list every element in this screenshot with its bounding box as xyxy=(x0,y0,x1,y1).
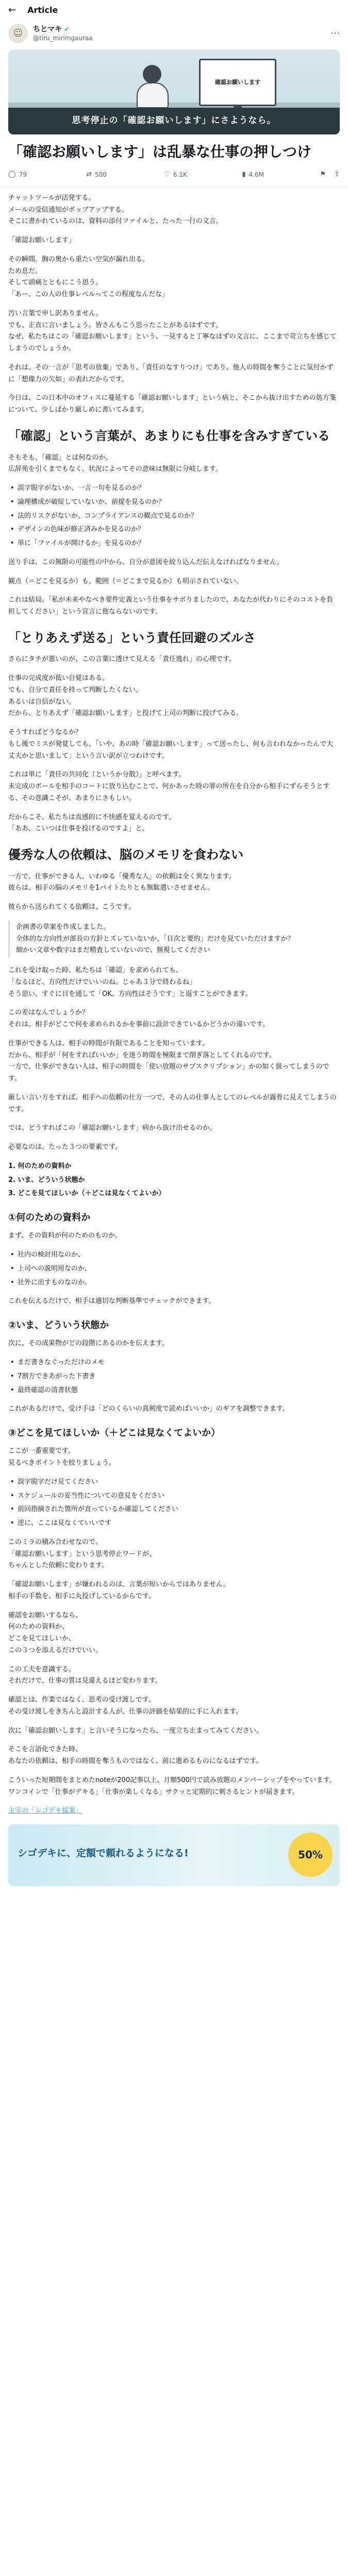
list-item: • 最終確認の清書状態 xyxy=(8,1385,340,1397)
top-bar xyxy=(0,0,348,21)
text-line: これは結局、「私が未来やなべき要件定義という仕事をサボりましたので、あなたが代わりにそのコストを負担してください」という宣言に他ならないのです。 xyxy=(8,596,334,616)
paragraph xyxy=(8,965,340,1000)
text-line: なぜ、私たちはこの「確認お願いします」という、一見すると丁寧なはずの文言に、ここまで苛立ちを感じてしまうのでしょうか。 xyxy=(8,333,337,353)
membership-promo xyxy=(8,1775,340,1886)
paragraph xyxy=(8,1007,340,1031)
text-line: それは、相手がどこで何を求められるかを事前に設計できているかどうかの違いです。 xyxy=(8,1021,269,1029)
hero-caption: 思考停止の「確認お願いします」にさようなら。 xyxy=(8,108,340,134)
paragraph xyxy=(8,1230,340,1242)
section-heading: ③どこを見てほしいか（＋どこは見なくてよいか） xyxy=(8,1428,221,1439)
text-line: だからこそ、私たちは直感的に不快感を覚えるのです。 xyxy=(8,813,175,821)
paragraph xyxy=(8,871,340,895)
bullet-list xyxy=(8,1357,340,1396)
text-line: まず、その資料が何のためのものか。 xyxy=(8,1232,122,1240)
text-line: さらにタチが悪いのが、この言葉に透けて見える「責任逃れ」の心理です。 xyxy=(8,655,236,664)
reply-icon: ◯ xyxy=(8,171,16,179)
quote-line: 企画書の草案を作成しました。 xyxy=(16,923,110,931)
list-item: • デザインの色味が修正済みかを見るのか？ xyxy=(8,524,340,536)
text-line: この差はなんでしょうか？ xyxy=(8,1009,89,1017)
text-line: 「確認お願いします」が嫌われるのは、言葉が短いからではありません。 xyxy=(8,1581,230,1589)
text-line: 次に「確認お願いします」と言いそうになったら、一度立ち止まってみてください。 xyxy=(8,1726,263,1735)
text-line: それは、その一言が「思考の放棄」であり、「責任のなすりつけ」であり、他人の時間を奪うことに気付かずに「想像力の欠如」の表れだからです。 xyxy=(8,363,334,383)
list-item: • スケジュールの妥当性についての意見をください xyxy=(8,1490,340,1502)
text-line: そうすればどうなるか？ xyxy=(8,728,82,737)
paragraph xyxy=(8,902,340,913)
text-line: そもそも、「確認」とは何なのか。 xyxy=(8,453,112,462)
share-stat[interactable] xyxy=(320,169,340,181)
repost-stat[interactable] xyxy=(86,169,164,181)
text-line: 必要なのは、たった３つの要素です。 xyxy=(8,1143,122,1151)
paragraph xyxy=(8,769,340,804)
paragraph xyxy=(8,235,340,247)
like-count: 6.1K xyxy=(173,171,187,179)
quote-line: 細かい文章や数字はまだ精査していないので、無視してください xyxy=(16,946,210,955)
promo-link-row xyxy=(8,1805,340,1817)
list-item: • 上司への説明用なのか、 xyxy=(8,1263,340,1275)
paragraph xyxy=(8,1092,340,1116)
text-line: これがあるだけで、受け手は「どのくらいの真剣度で読めばいいか」のギアを調整できます。 xyxy=(8,1405,289,1413)
list-item: 3. どこを見てほしいか（＋どこは見なくてよいか） xyxy=(8,1190,165,1198)
paragraph xyxy=(8,654,340,666)
paragraph xyxy=(8,1579,340,1603)
text-line: 次に、その成果物がどの段階にあるのかを伝えます。 xyxy=(8,1340,169,1348)
paragraph xyxy=(8,595,340,618)
text-line: 「確認お願いします」という思考停止ワードが、 xyxy=(8,1550,156,1558)
paragraph xyxy=(8,557,340,569)
quote-block xyxy=(8,921,340,958)
text-line: でも、自分で責任を持って判断したくない。 xyxy=(8,686,143,694)
paragraph xyxy=(8,1123,340,1134)
text-line: 確認とは、作業ではなく、思考の受け渡しです。 xyxy=(8,1696,155,1704)
author-handle[interactable]: @tiru_mirimgauraa xyxy=(33,34,93,42)
text-line: では、どうすればこの「確認お願いします」病から抜け出せるのか。 xyxy=(8,1124,217,1132)
paragraph xyxy=(8,1296,340,1308)
paragraph xyxy=(8,576,340,588)
text-line: あなたの依頼は、相手の時間を奪うものではなく、前に進めるものになるはずです。 xyxy=(8,1757,263,1766)
paragraph xyxy=(8,812,340,836)
avatar[interactable]: ☺ xyxy=(8,24,28,43)
list-item: • 社内の検討用なのか、 xyxy=(8,1249,340,1261)
text-line: ちゃんとした依頼に変わります。 xyxy=(8,1562,108,1570)
promo-text: こういった短期間をまとめたnoteが200記事以上、月額500円で読み放題のメンバーシップをやっています。ワンコインで「仕事がデキる」「仕事が楽しくなる」サクッと定期的に刺さるヒントが届きます。 xyxy=(8,1776,336,1796)
text-line: 今日は、この日本中のオフィスに蔓延する「確認お願いします」という病と、そこから抜け出すための処方箋について、少しばかり厳しめに書いてみます。 xyxy=(8,394,336,414)
text-line: もし後でミスが発覚しても、「いや、あの時「確認お願いします」って送ったし、何も言われなかったんで大丈夫かと思いまして」という言い訳が立つわけです。 xyxy=(8,740,334,760)
membership-link[interactable]: 主宰の「シゴデキ提案」 xyxy=(8,1807,82,1815)
text-line: 一方で、仕事ができる人、いわゆる「優秀な人」の依頼は全く異なります。 xyxy=(8,872,236,880)
text-line: 何のための資料か、 xyxy=(8,1623,69,1631)
text-line: 相手の手数を、相手に丸投げしているからです。 xyxy=(8,1592,155,1600)
paragraph xyxy=(8,1537,340,1572)
list-item: • 誤字脱字だけ見てください xyxy=(8,1477,340,1488)
text-line: これを受け取った時、私たちは「確認」を求められても、 xyxy=(8,967,183,975)
text-line: メールの受信通知がポップアップする。 xyxy=(8,206,128,214)
text-line: 彼らから送られてくる依頼は、こうです。 xyxy=(8,903,135,911)
list-item: • まだ書きなぐっただけのメモ xyxy=(8,1357,340,1369)
monitor-illustration: 確認お願いします xyxy=(199,59,276,106)
paragraph xyxy=(8,1664,340,1688)
list-item: • 逆に、ここは見なくていいです xyxy=(8,1518,340,1530)
bookmark-icon[interactable]: ⚑ xyxy=(320,171,326,179)
text-line: その瞬間、胸の奥から重たい空気が漏れ出る。 xyxy=(8,255,150,263)
text-line: これを伝えるだけで、相手は適切な判断基準でチェックができます。 xyxy=(8,1297,216,1306)
text-line: 「あー、この人の仕事レベルってこの程度なんだな」 xyxy=(8,291,169,299)
list-item: • 7割方できあがった下書き xyxy=(8,1371,340,1383)
paragraph xyxy=(8,1610,340,1657)
author-row[interactable] xyxy=(0,21,348,47)
membership-banner[interactable] xyxy=(8,1824,340,1886)
views-icon: ▮ xyxy=(242,171,246,179)
list-item: • 論理構成が破綻していないか、前提を見るのか？ xyxy=(8,497,340,509)
list-item: • 単に「ファイルが開けるか」を見るのか？ xyxy=(8,538,340,550)
text-line: 彼らは、相手の脳のメモリを1バイトたりとも無駄遣いさせません。 xyxy=(8,884,214,892)
paragraph xyxy=(8,1446,340,1469)
paragraph xyxy=(8,193,340,228)
text-line: 広辞苑を引くまでもなく、状況によってその意味は無限に分岐します。 xyxy=(8,465,222,473)
bullet-list xyxy=(8,483,340,550)
text-line: だから、とりあえず「確認お願いします」と投げて上司の判断に投げてみる。 xyxy=(8,709,243,718)
list-item: • 社外に出すものなのか。 xyxy=(8,1277,340,1289)
text-line: どこを見てほしいか、 xyxy=(8,1635,76,1643)
section-heading: 「確認」という言葉が、あまりにも仕事を含みすぎている xyxy=(8,428,330,443)
paragraph xyxy=(8,393,340,416)
reply-stat[interactable] xyxy=(8,169,86,181)
text-line: それだけで、仕事の質は見違えるほど変わります。 xyxy=(8,1677,162,1685)
list-item: • 誤字脱字がないか、一言一句を見るのか？ xyxy=(8,483,340,495)
bullet-list xyxy=(8,1249,340,1289)
text-line: 一方で、仕事ができない人は、相手の時間を「使い放題のサブスクリプション」かの如く扱ってしまうのです。 xyxy=(8,1063,329,1083)
section-heading: ①何のための資料か xyxy=(8,1212,91,1224)
bullet-list xyxy=(8,1477,340,1530)
text-line: これは単に「責任の共同化（というか分散）」と呼べます。 xyxy=(8,771,186,779)
share-icon[interactable]: ⇪ xyxy=(334,171,340,179)
text-line: ここが一番重要です。 xyxy=(8,1447,75,1455)
paragraph xyxy=(8,1142,340,1154)
paragraph xyxy=(8,1403,340,1415)
text-line: チャットツールが活発する。 xyxy=(8,194,95,202)
text-line: 仕事の完成度が低い自覚はある。 xyxy=(8,674,109,683)
repost-icon: ⇄ xyxy=(86,171,92,179)
view-stat[interactable] xyxy=(242,169,320,181)
hero-image[interactable] xyxy=(8,49,340,134)
section-heading: ②いま、どういう状態か xyxy=(8,1320,109,1331)
text-line: この３つを添えるだけでいい。 xyxy=(8,1646,103,1654)
repost-count: 500 xyxy=(95,171,107,179)
banner-badge: 50% xyxy=(288,1833,333,1877)
text-line: そして頭痛とともにこう思う。 xyxy=(8,279,103,287)
section-heading: 「とりあえず送る」という責任回避のズルさ xyxy=(8,630,256,645)
text-line: この工夫を意識する。 xyxy=(8,1665,76,1673)
engagement-bar xyxy=(0,166,348,187)
text-line: 観点（＝どこを見るか）も、範囲（＝どこまで見るか）も明示されていない。 xyxy=(8,577,243,585)
page-title: Article xyxy=(27,5,58,15)
text-line: そう思い、すぐに目を通して「OK、方向性はそうです」と返すことができます。 xyxy=(8,990,252,998)
text-line: このミラの積み合わせなので、 xyxy=(8,1538,102,1546)
text-line: 汚い言葉で申し訳ありません。 xyxy=(8,309,103,317)
list-item: 1. 何のための資料か xyxy=(8,1162,72,1170)
text-line: 厳しい言い方をすれば、相手への依頼の仕方一つで、その人の仕事人としてのレベルが露骨に見えてしまうのです。 xyxy=(8,1093,337,1113)
article-body xyxy=(0,187,348,1886)
paragraph xyxy=(8,1744,340,1768)
text-line: ため息だ。 xyxy=(8,267,42,275)
author-name[interactable]: ちとマキ xyxy=(33,25,62,33)
paragraph xyxy=(8,727,340,762)
paragraph xyxy=(8,362,340,386)
text-line: その受け渡しをきちんと設計する人が、仕事の評価を結果的に手に入れます。 xyxy=(8,1707,242,1716)
text-line: 「なるほど、方向性だけでいいのね。じゃあ３分で終わるね」 xyxy=(8,978,196,986)
section-heading: 優秀な人の依頼は、脳のメモリを食わない xyxy=(8,848,243,862)
list-item: • 前回指摘された箇所が直っているか確認してください xyxy=(8,1504,340,1516)
text-line: そこを言語化できた時、 xyxy=(8,1745,82,1754)
person-illustration xyxy=(135,65,171,108)
quote-line: 全体的な方向性が部長の方針とズレていないか、「目次と要約」だけを見ていただけますか？ xyxy=(16,935,294,943)
view-count: 4.6M xyxy=(248,171,264,179)
paragraph xyxy=(8,673,340,720)
list-item: • 法的リスクがないか、コンプライアンスの観点で見るのか？ xyxy=(8,511,340,522)
paragraph xyxy=(8,308,340,355)
text-line: 「確認お願いします」 xyxy=(8,236,76,245)
paragraph xyxy=(8,1038,340,1085)
back-arrow-icon[interactable]: ← xyxy=(8,5,16,15)
text-line: 確認をお願いするなら、 xyxy=(8,1611,82,1619)
reply-count: 79 xyxy=(19,171,27,179)
text-line: 未完成のボールを相手のコートに放り込むことで、何かあった時の罪の所在を自分から相手にずらそうとする、その意識こそが、あまりにさもしい。 xyxy=(8,783,330,802)
more-options-icon[interactable]: ⋯ xyxy=(330,28,340,39)
numbered-list xyxy=(8,1161,340,1200)
paragraph xyxy=(8,254,340,301)
text-line: そこに書かれているのは、資料の添付ファイルと、たった一行の文言。 xyxy=(8,217,223,226)
text-line: 送り手は、この無限の可能性の中から、自分が意図を絞り込んだ伝えなければなりません。 xyxy=(8,558,284,566)
article-headline: 「確認お願いします」は乱暴な仕事の押しつけ xyxy=(8,143,312,160)
like-stat[interactable] xyxy=(164,169,242,181)
list-item: 2. いま、どういう状態か xyxy=(8,1176,85,1184)
text-line: でも、正直に言いましょう。皆さんもこう思ったことがあるはずです。 xyxy=(8,321,223,329)
text-line: 見るべきポイントを絞りましょう。 xyxy=(8,1459,116,1467)
verified-icon: ✔ xyxy=(64,25,70,33)
text-line: あるいは自信がない。 xyxy=(8,698,76,706)
banner-title: シゴデキに、定額で頼れるようになる! xyxy=(18,1848,189,1859)
author-names xyxy=(33,25,325,42)
paragraph xyxy=(8,1725,340,1737)
text-line: 「ああ、こいつは仕事を投げるのですよ」と。 xyxy=(8,825,149,833)
heart-icon: ♡ xyxy=(164,171,170,179)
desk-illustration xyxy=(8,103,340,108)
paragraph xyxy=(8,452,340,476)
paragraph xyxy=(8,1694,340,1718)
text-line: だから、相手が「何をすればいいか」を迷う時間を極限まで削ぎ落としてくれるのです。 xyxy=(8,1051,276,1059)
paragraph xyxy=(8,1338,340,1350)
text-line: 仕事ができる人は、相手の時間が有限であることを知っています。 xyxy=(8,1039,209,1047)
